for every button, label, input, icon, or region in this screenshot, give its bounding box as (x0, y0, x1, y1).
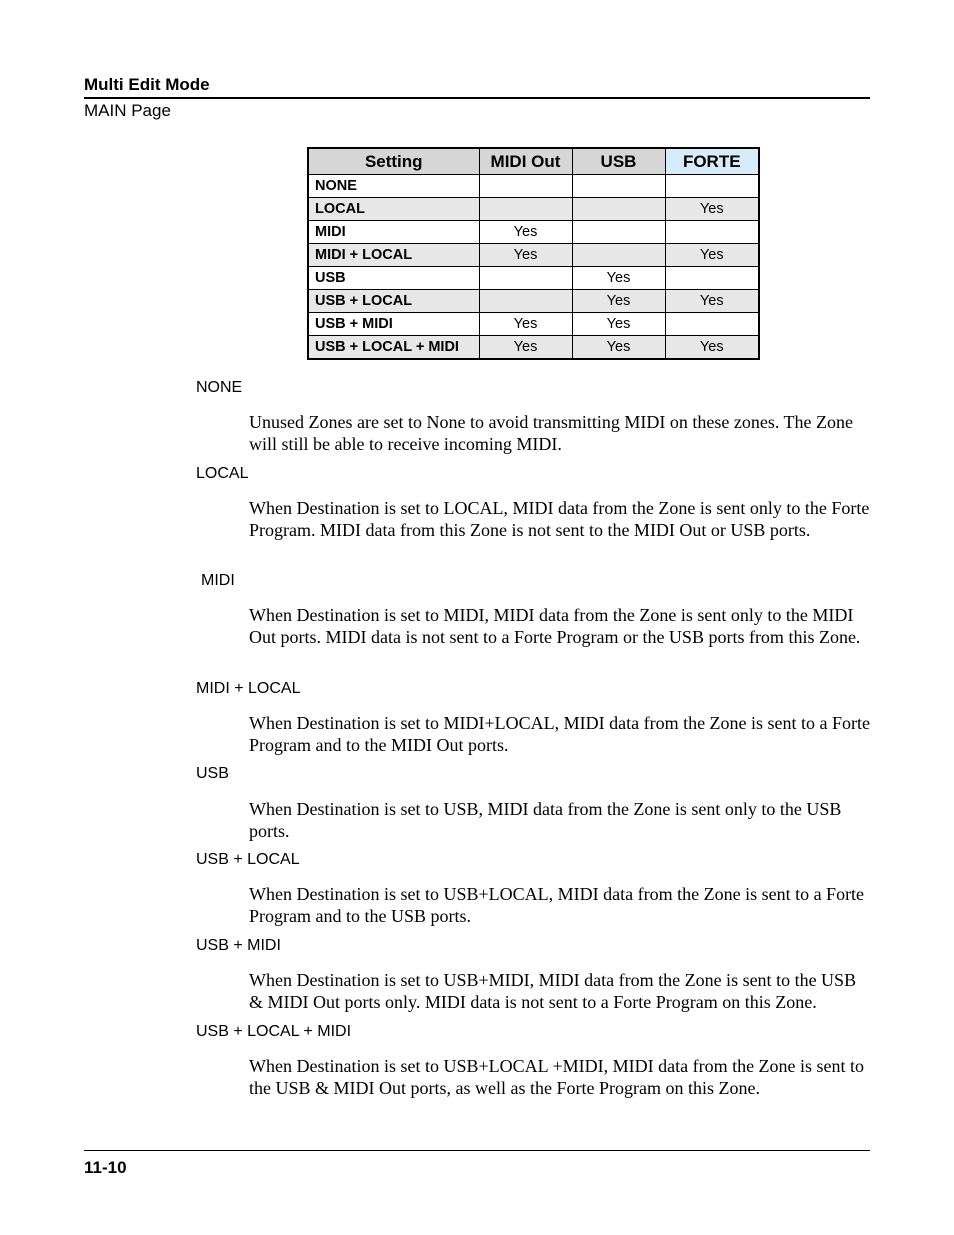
usb-cell: Yes (572, 267, 665, 290)
midi-out-cell (479, 175, 572, 198)
table-row (308, 221, 759, 244)
forte-cell (665, 175, 759, 198)
usb-cell: Yes (572, 290, 665, 313)
section-heading-usb-local-midi: USB + LOCAL + MIDI (196, 1023, 352, 1040)
setting-cell: MIDI + LOCAL (308, 244, 479, 267)
destination-table (307, 147, 760, 360)
usb-cell (572, 198, 665, 221)
section-heading-usb: USB (196, 765, 229, 782)
midi-out-cell: Yes (479, 336, 572, 360)
column-header-usb: USB (572, 148, 665, 175)
midi-out-cell: Yes (479, 244, 572, 267)
table-row (308, 336, 759, 360)
setting-cell: USB + LOCAL + MIDI (308, 336, 479, 360)
usb-cell: Yes (572, 336, 665, 360)
column-header-forte: FORTE (665, 148, 759, 175)
section-heading-local: LOCAL (196, 465, 249, 482)
section-text-usb-local-midi: When Destination is set to USB+LOCAL +MIDI, MIDI data from the Zone is sent to the USB & MIDI Out ports, as well as the Forte Program on this Zone. (249, 1056, 865, 1098)
page-name: MAIN Page (84, 101, 171, 120)
forte-cell (665, 267, 759, 290)
section-heading-none: NONE (196, 379, 243, 396)
column-header-midi-out: MIDI Out (479, 148, 572, 175)
column-header-setting: Setting (308, 148, 479, 175)
midi-out-cell (479, 267, 572, 290)
footer-rule (84, 1150, 870, 1151)
table-row (308, 313, 759, 336)
midi-out-cell (479, 198, 572, 221)
section-text-usb: When Destination is set to USB, MIDI data from the Zone is sent only to the USB ports. (249, 799, 842, 841)
forte-cell: Yes (665, 290, 759, 313)
section-heading-usb-local: USB + LOCAL (196, 851, 300, 868)
setting-cell: MIDI (308, 221, 479, 244)
table-row (308, 244, 759, 267)
header-rule (84, 97, 870, 99)
page-number: 11-10 (84, 1158, 127, 1177)
section-heading-usb-midi: USB + MIDI (196, 937, 281, 954)
section-text-none: Unused Zones are set to None to avoid transmitting MIDI on these zones. The Zone will still be able to receive incoming MIDI. (249, 412, 854, 454)
section-text-usb-midi: When Destination is set to USB+MIDI, MIDI data from the Zone is sent to the USB & MIDI Out ports only. MIDI data is not sent to a Forte Program on this Zone. (249, 970, 857, 1012)
midi-out-cell: Yes (479, 221, 572, 244)
setting-cell: LOCAL (308, 198, 479, 221)
usb-cell (572, 244, 665, 267)
chapter-title: Multi Edit Mode (84, 75, 210, 94)
midi-out-cell: Yes (479, 313, 572, 336)
section-text-midi-local: When Destination is set to MIDI+LOCAL, MIDI data from the Zone is sent to a Forte Program and to the MIDI Out ports. (249, 713, 871, 755)
table-row (308, 198, 759, 221)
forte-cell (665, 313, 759, 336)
forte-cell: Yes (665, 336, 759, 360)
section-heading-midi: MIDI (201, 572, 235, 589)
usb-cell: Yes (572, 313, 665, 336)
setting-cell: USB (308, 267, 479, 290)
table-header-row (308, 148, 759, 175)
section-heading-midi-local: MIDI + LOCAL (196, 680, 301, 697)
setting-cell: USB + LOCAL (308, 290, 479, 313)
table-row (308, 267, 759, 290)
setting-cell: USB + MIDI (308, 313, 479, 336)
forte-cell: Yes (665, 244, 759, 267)
forte-cell (665, 221, 759, 244)
table-row (308, 175, 759, 198)
setting-cell: NONE (308, 175, 479, 198)
section-text-midi: When Destination is set to MIDI, MIDI data from the Zone is sent only to the MIDI Out ports. MIDI data is not sent to a Forte Program or the USB ports from this Zone. (249, 605, 861, 647)
table-row (308, 290, 759, 313)
forte-cell: Yes (665, 198, 759, 221)
section-text-usb-local: When Destination is set to USB+LOCAL, MIDI data from the Zone is sent to a Forte Program and to the USB ports. (249, 884, 865, 926)
usb-cell (572, 221, 665, 244)
midi-out-cell (479, 290, 572, 313)
usb-cell (572, 175, 665, 198)
section-text-local: When Destination is set to LOCAL, MIDI data from the Zone is sent only to the Forte Program. MIDI data from this Zone is not sent to the MIDI Out or USB ports. (249, 498, 870, 540)
